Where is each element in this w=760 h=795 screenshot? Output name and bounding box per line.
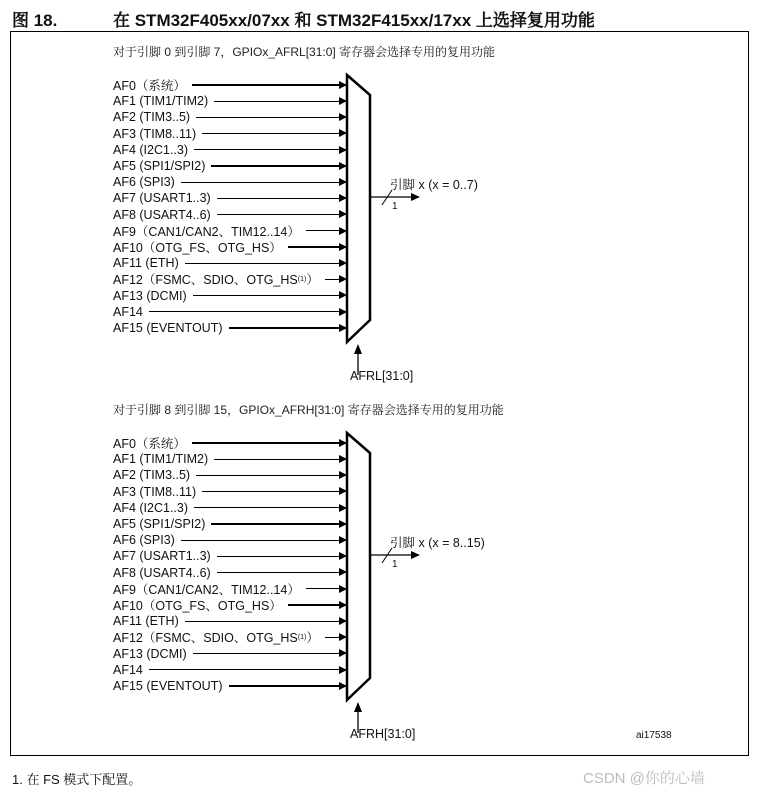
input-label: AF1 (TIM1/TIM2) (113, 452, 209, 467)
figure-number: 图 18. (12, 11, 58, 30)
input-arrow (193, 295, 347, 296)
input-arrow (214, 101, 347, 102)
input-arrow (229, 685, 347, 686)
mux-input-7 (113, 548, 347, 564)
mux-input-8 (113, 565, 347, 581)
input-label: AF11 (ETH) (113, 256, 179, 271)
mux-input-10 (113, 597, 347, 613)
output-arrowhead (411, 551, 420, 559)
input-label: AF6 (SPI3) (113, 533, 175, 548)
mux-input-0 (113, 77, 347, 93)
input-arrow (217, 214, 347, 215)
footnote-ref: (1) (297, 633, 307, 641)
input-label: AF15 (EVENTOUT) (113, 321, 223, 335)
input-label: AF4 (I2C1..3) (113, 142, 189, 157)
footnote: 1. 在 FS 模式下配置。 (12, 772, 142, 787)
select-arrowhead (354, 344, 362, 354)
mux-body (347, 75, 370, 342)
input-label: AF11 (ETH) (113, 614, 179, 629)
mux-input-6 (113, 532, 347, 548)
input-label: AF10（OTG_FS、OTG_HS） (113, 599, 282, 613)
bus-width-label: 1 (392, 201, 398, 212)
output-pin-label: 引脚 x (x = 0..7) (390, 178, 478, 192)
input-arrow (194, 149, 347, 150)
input-arrow (149, 311, 347, 312)
mux-input-9 (113, 581, 347, 597)
input-arrow (185, 621, 347, 622)
input-arrow (288, 604, 347, 605)
mux-input-6 (113, 174, 347, 190)
input-label: AF7 (USART1..3) (113, 191, 211, 206)
input-arrow (202, 133, 347, 134)
input-label: AF13 (DCMI) (113, 646, 187, 661)
input-arrow (193, 653, 347, 654)
input-arrow (217, 556, 347, 557)
input-label: AF0（系统） (113, 437, 186, 451)
select-arrowhead (354, 702, 362, 712)
input-arrow (211, 165, 347, 166)
mux-input-4 (113, 142, 347, 158)
input-arrow (181, 540, 347, 541)
mux-input-5 (113, 158, 347, 174)
input-label: AF2 (TIM3..5) (113, 110, 191, 125)
input-label: AF12（FSMC、SDIO、OTG_HS (113, 631, 298, 646)
input-label: AF2 (TIM3..5) (113, 468, 191, 483)
mux-input-14 (113, 662, 347, 678)
input-arrow (214, 459, 347, 460)
input-arrow (194, 507, 347, 508)
mux-input-10 (113, 239, 347, 255)
figure-title: 在 STM32F405xx/07xx 和 STM32F415xx/17xx 上选择复用功能 (113, 11, 595, 30)
input-arrow (217, 572, 347, 573)
input-label: AF15 (EVENTOUT) (113, 679, 223, 693)
input-arrow (185, 263, 347, 264)
multiplexer (340, 428, 460, 748)
mux-input-5 (113, 516, 347, 532)
input-arrow (217, 198, 347, 199)
input-label: AF8 (USART4..6) (113, 565, 211, 580)
input-label: AF14 (113, 304, 143, 319)
input-label: AF10（OTG_FS、OTG_HS） (113, 241, 282, 255)
mux-input-15 (113, 320, 347, 336)
input-label: AF0（系统） (113, 79, 186, 93)
input-arrow (196, 117, 347, 118)
mux-input-3 (113, 484, 347, 500)
figure-id: ai17538 (636, 730, 672, 741)
mux-input-2 (113, 109, 347, 125)
input-arrow (202, 491, 347, 492)
input-arrow (192, 442, 347, 443)
mux-input-13 (113, 646, 347, 662)
input-arrow (229, 327, 347, 328)
mux-input-8 (113, 207, 347, 223)
input-label: AF1 (TIM1/TIM2) (113, 94, 209, 109)
input-label: AF5 (SPI1/SPI2) (113, 159, 206, 173)
block-caption: 对于引脚 0 到引脚 7，GPIOx_AFRL[31:0] 寄存器会选择专用的复用功能 (113, 45, 496, 59)
select-register-label: AFRL[31:0] (350, 369, 414, 383)
mux-input-9 (113, 223, 347, 239)
input-label: AF9（CAN1/CAN2、TIM12..14） (113, 582, 300, 597)
input-label: AF13 (DCMI) (113, 288, 187, 303)
input-arrow (149, 669, 347, 670)
input-arrow (181, 182, 347, 183)
bus-width-label: 1 (392, 559, 398, 570)
multiplexer (340, 70, 460, 390)
input-label-suffix: ） (306, 631, 319, 646)
input-label: AF4 (I2C1..3) (113, 500, 189, 515)
input-arrow (288, 246, 347, 247)
mux-input-1 (113, 451, 347, 467)
input-label-suffix: ） (306, 273, 319, 288)
mux-input-4 (113, 500, 347, 516)
input-label: AF9（CAN1/CAN2、TIM12..14） (113, 224, 300, 239)
footnote-ref: (1) (297, 275, 307, 283)
mux-input-14 (113, 304, 347, 320)
mux-input-12 (113, 629, 347, 645)
mux-input-0 (113, 435, 347, 451)
output-arrowhead (411, 193, 420, 201)
mux-input-3 (113, 126, 347, 142)
input-label: AF3 (TIM8..11) (113, 484, 197, 499)
mux-body (347, 433, 370, 700)
mux-input-12 (113, 271, 347, 287)
input-label: AF3 (TIM8..11) (113, 126, 197, 141)
input-arrow (196, 475, 347, 476)
output-pin-label: 引脚 x (x = 8..15) (390, 536, 485, 550)
mux-input-7 (113, 190, 347, 206)
input-label: AF7 (USART1..3) (113, 549, 211, 564)
select-register-label: AFRH[31:0] (350, 727, 416, 741)
mux-input-11 (113, 255, 347, 271)
mux-input-1 (113, 93, 347, 109)
input-label: AF14 (113, 662, 143, 677)
input-label: AF5 (SPI1/SPI2) (113, 517, 206, 531)
input-label: AF8 (USART4..6) (113, 207, 211, 222)
input-arrow (211, 523, 347, 524)
input-label: AF12（FSMC、SDIO、OTG_HS (113, 273, 298, 288)
block-caption: 对于引脚 8 到引脚 15，GPIOx_AFRH[31:0] 寄存器会选择专用的复用功能 (113, 403, 504, 417)
mux-input-15 (113, 678, 347, 694)
input-label: AF6 (SPI3) (113, 175, 175, 190)
mux-input-13 (113, 288, 347, 304)
mux-input-11 (113, 613, 347, 629)
input-arrow (192, 84, 347, 85)
watermark: CSDN @你的心墙 (583, 770, 705, 787)
mux-input-2 (113, 467, 347, 483)
